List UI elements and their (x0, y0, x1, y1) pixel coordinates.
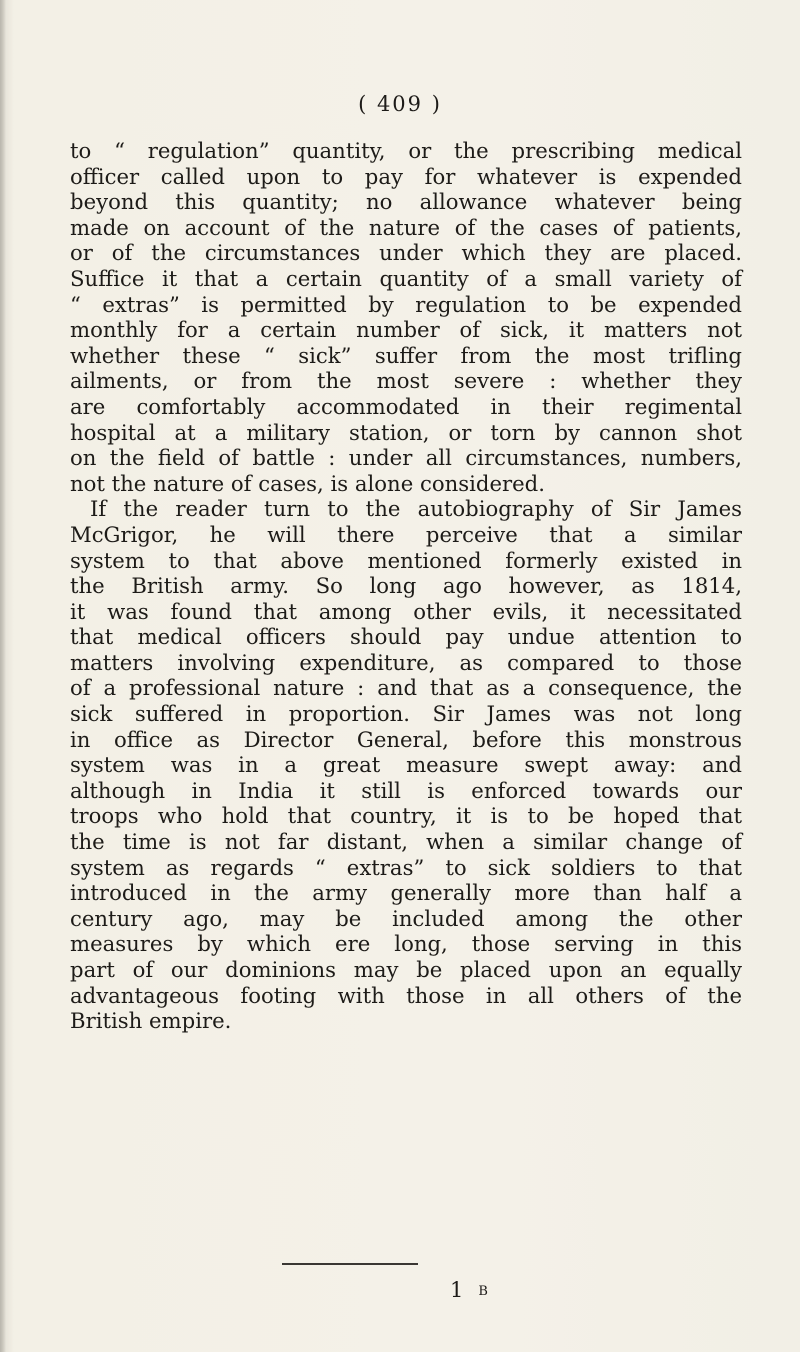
text-line: troops who hold that country, it is to be hoped that (70, 803, 742, 829)
page-number: ( 409 ) (358, 92, 442, 116)
text-line: system to that above mentioned formerly existed in (70, 547, 742, 573)
printer-signature-mark (450, 1278, 489, 1302)
text-line: whether these “ sick” suffer from the most trifling (70, 342, 742, 368)
text-line: the time is not far distant, when a similar change of (70, 829, 742, 855)
text-line: Suffice it that a certain quantity of a small variety of (70, 265, 742, 291)
text-line: officer called upon to pay for whatever is expended (70, 163, 742, 189)
text-line: the British army. So long ago however, as 1814, (70, 573, 742, 599)
text-line: McGrigor, he will there perceive that a similar (70, 521, 742, 547)
text-line: century ago, may be included among the other (70, 905, 742, 931)
body-text (70, 138, 742, 1034)
text-line: although in India it still is enforced towards our (70, 777, 742, 803)
text-line: to “ regulation” quantity, or the prescribing medical (70, 138, 742, 163)
text-line: ailments, or from the most severe : whether they (70, 368, 742, 394)
page-edge-shadow (0, 0, 6, 1352)
text-line: matters involving expenditure, as compared to those (70, 649, 742, 675)
text-line: part of our dominions may be placed upon an equally (70, 957, 742, 982)
text-line: system as regards “ extras” to sick soldiers to that (70, 854, 742, 880)
text-line: not the nature of cases, is alone considered. (70, 470, 545, 496)
text-line: advantageous footing with those in all others of the (70, 982, 742, 1008)
text-line: on the field of battle : under all circumstances, numbers, (70, 445, 742, 471)
text-line: of a professional nature : and that as a consequence, the (70, 675, 742, 701)
text-line: monthly for a certain number of sick, it matters not (70, 317, 742, 343)
signature-number: 1 (450, 1278, 465, 1302)
text-line: “ extras” is permitted by regulation to be expended (70, 291, 742, 317)
text-line: that medical officers should pay undue attention to (70, 624, 742, 650)
text-line: are comfortably accommodated in their regimental (70, 393, 742, 419)
text-line: in office as Director General, before this monstrous (70, 726, 742, 752)
divider-rule (282, 1263, 418, 1265)
text-line: British empire. (70, 1008, 232, 1034)
text-line: system was in a great measure swept away: and (70, 752, 742, 778)
text-line: hospital at a military station, or torn by cannon shot (70, 419, 742, 445)
signature-letter: B (478, 1284, 489, 1299)
text-line: If the reader turn to the autobiography of Sir James (90, 496, 742, 522)
text-line: introduced in the army generally more than half a (70, 880, 742, 906)
text-line: measures by which ere long, those serving in this (70, 931, 742, 957)
text-line: or of the circumstances under which they are placed. (70, 240, 742, 266)
text-line: it was found that among other evils, it necessitated (70, 598, 742, 624)
text-line: made on account of the nature of the cases of patients, (70, 214, 742, 240)
text-line: beyond this quantity; no allowance whatever being (70, 189, 742, 215)
text-line: sick suffered in proportion. Sir James was not long (70, 701, 742, 727)
